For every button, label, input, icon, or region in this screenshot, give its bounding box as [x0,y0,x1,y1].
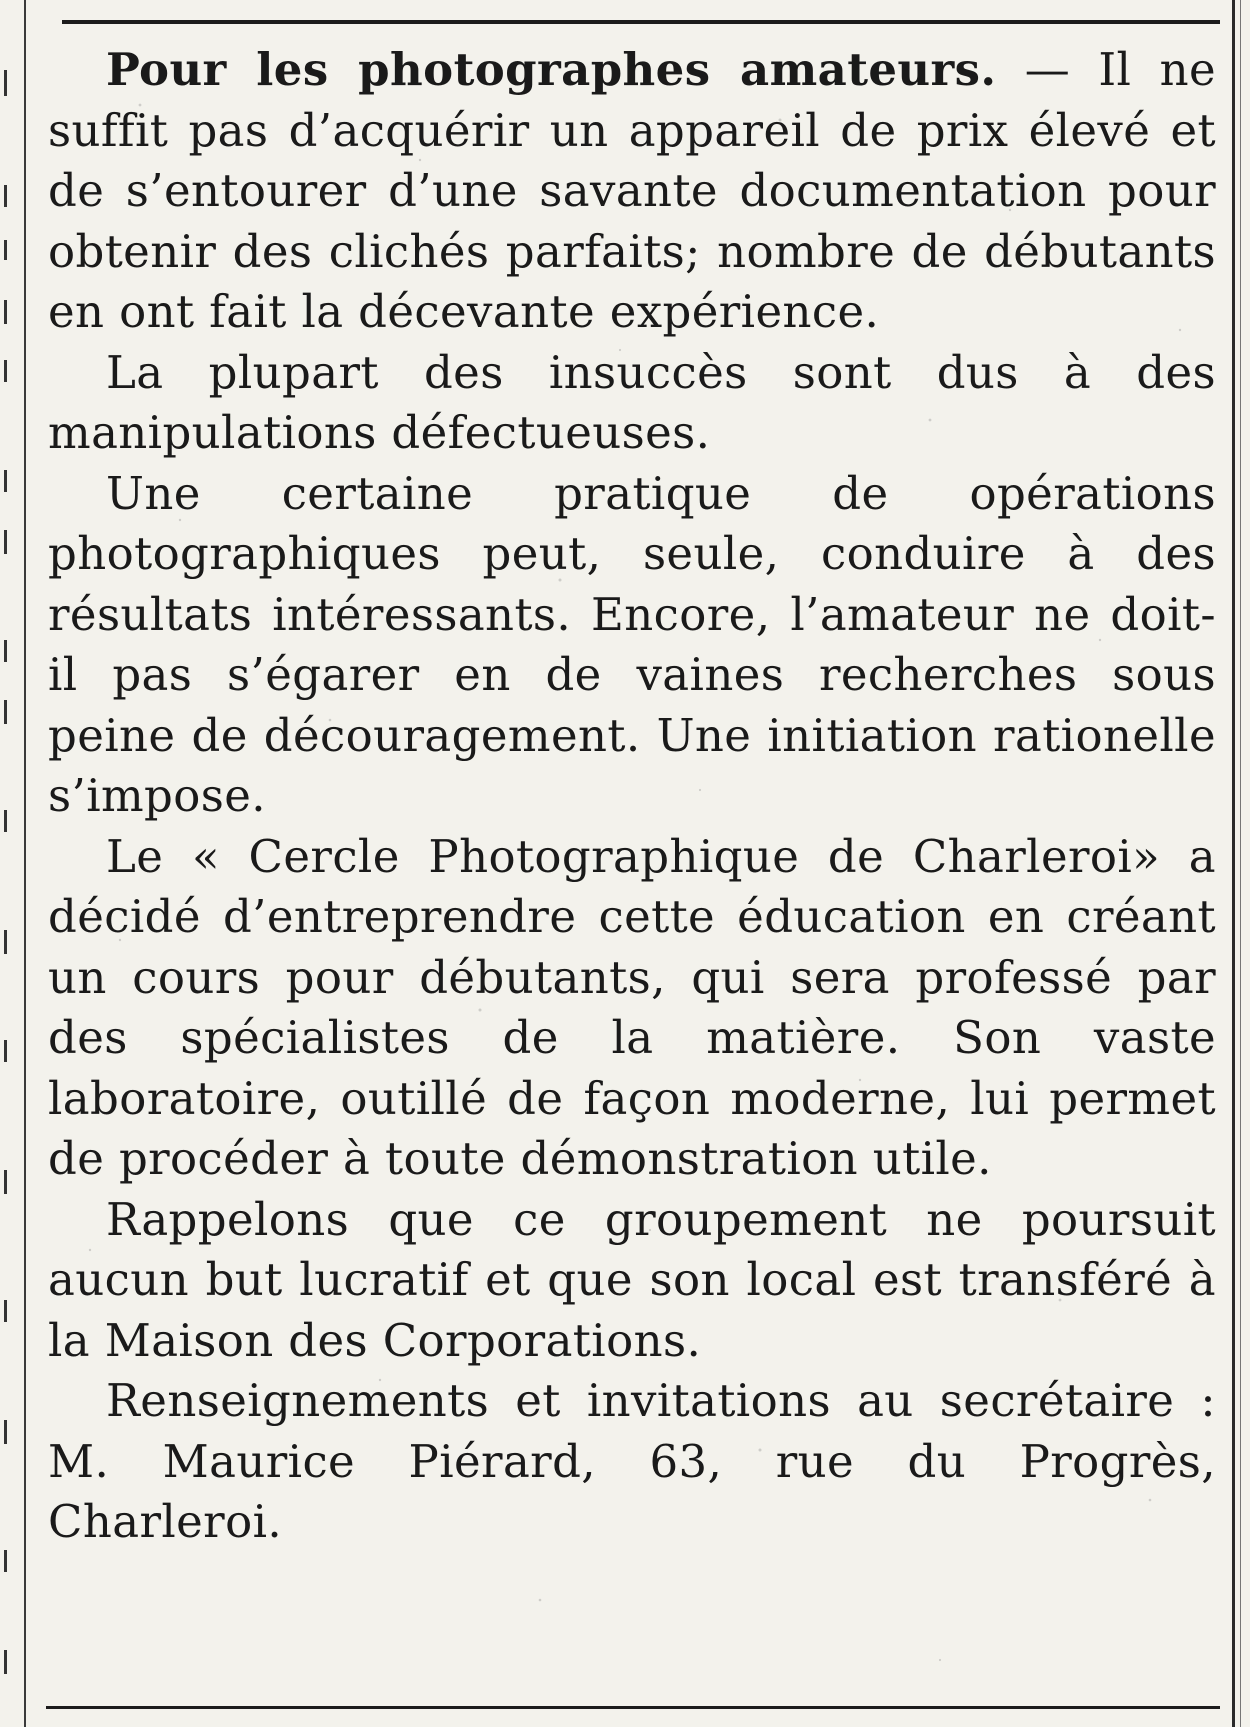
bottom-rule [46,1706,1220,1709]
article-paragraph-3: Une certaine pratique de opérations photographiques peut, seule, conduire à des résultats intéressants. Encore, l’amateur ne doit-il pas s’égarer en de vaines recherches sous peine de découragement. Une initiation rationelle s’impose. [48,466,1216,822]
article-lead-text: — Il ne suffit pas d’acquérir un appareil de prix élevé et de s’entourer d’une savante documentation pour obtenir des clichés parfaits; nombre de débutants en ont fait la décevante expérience. [48,43,1216,338]
article-title: Pour les photographes amateurs. [106,43,997,96]
article-paragraph-5: Rappelons que ce groupement ne poursuit aucun but lucratif et que son local est transféré à la Maison des Corporations. [48,1192,1216,1367]
article-body [48,40,1216,1553]
column-rule-right [1232,0,1235,1727]
article-paragraph-1 [48,40,1216,343]
article-paragraph-6: Renseignements et invitations au secrétaire : M. Maurice Piérard, 63, rue du Progrès, Charleroi. [48,1374,1216,1548]
adjacent-column-fragments [2,0,16,1727]
article-paragraph-2: La plupart des insuccès sont dus à des manipulations défectueuses. [48,345,1216,459]
article-paragraph-4: Le « Cercle Photographique de Charleroi» a décidé d’entreprendre cette éducation en créant un cours pour débutants, qui sera professé par des spécialistes de la matière. Son vaste laboratoire, outillé de façon moderne, lui permet de procéder à toute démonstration utile. [48,829,1216,1185]
top-rule [62,20,1220,24]
column-rule-right-thin [1240,0,1241,1727]
